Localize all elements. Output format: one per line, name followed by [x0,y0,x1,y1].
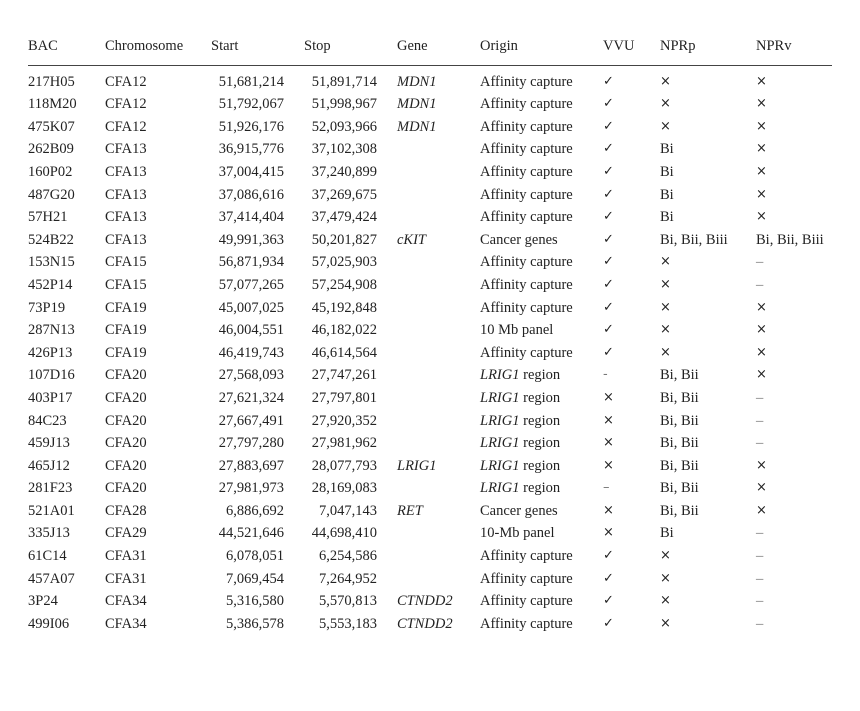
origin-text-part: Affinity capture [480,344,573,361]
cell-gene [397,251,480,274]
cell-chromosome: CFA20 [105,412,147,429]
cell-nprv: × [756,141,767,157]
header-chromosome: Chromosome [105,33,211,65]
cell-nprp: × [660,73,671,89]
cell-gene [397,522,480,545]
cell-chromosome: CFA12 [105,118,147,135]
cell-vvu: ✓ [603,209,614,225]
cell-vvu: ✓ [603,322,614,338]
cell-nprp: Bi, Bii [660,412,699,429]
cell-vvu: ✓ [603,73,614,89]
cell-nprv: × [756,457,767,473]
cell-nprp: × [660,344,671,360]
cell-origin [480,65,603,93]
cell-bac: 426P13 [28,344,73,361]
header-nprv: NPRv [756,33,832,65]
cell-gene: MDN1 [397,73,437,90]
cell-origin [480,251,603,274]
cell-chromosome: CFA15 [105,254,147,271]
cell-gene [397,364,480,387]
cell-nprv: × [756,480,767,496]
cell-nprp: × [660,548,671,564]
cell-nprv: Bi, Bii, Biii [756,231,824,248]
cell-nprv: – [756,593,764,610]
cell-gene [397,319,480,342]
cell-stop: 7,264,952 [319,570,377,587]
cell-stop: 37,102,308 [311,141,377,158]
cell-nprv: – [756,276,764,293]
cell-bac: 57H21 [28,209,68,226]
cell-gene [397,297,480,320]
origin-italic-part: LRIG1 [480,480,520,497]
cell-nprp: Bi [660,209,674,226]
cell-start: 37,414,404 [218,209,284,226]
cell-nprv: – [756,389,764,406]
table-row [28,297,832,320]
origin-italic-part: LRIG1 [480,389,520,406]
cell-nprp: Bi, Bii [660,480,699,497]
table-row [28,387,832,410]
cell-nprv: × [756,186,767,202]
cell-stop: 50,201,827 [311,231,377,248]
cell-chromosome: CFA20 [105,435,147,452]
origin-text-part: Affinity capture [480,548,573,565]
table-row [28,364,832,387]
cell-bac: 521A01 [28,502,75,519]
cell-nprp: × [660,593,671,609]
cell-nprp: Bi, Bii [660,457,699,474]
cell-start: 51,792,067 [218,96,284,113]
origin-text-part: Cancer genes [480,502,558,519]
cell-bac: 465J12 [28,457,70,474]
cell-origin [480,387,603,410]
cell-stop: 44,698,410 [311,525,377,542]
cell-origin [480,410,603,433]
cell-bac: 335J13 [28,525,70,542]
cell-bac: 84C23 [28,412,67,429]
origin-text-part: Affinity capture [480,593,573,610]
cell-chromosome: CFA34 [105,615,147,632]
table-row [28,432,832,455]
cell-chromosome: CFA31 [105,570,147,587]
cell-bac: 160P02 [28,163,73,180]
cell-origin [480,432,603,455]
cell-nprv: × [756,163,767,179]
header-stop: Stop [304,33,397,65]
cell-stop: 51,891,714 [311,73,377,90]
cell-gene [397,274,480,297]
cell-vvu: × [603,412,614,428]
origin-text-part: region [519,389,561,406]
cell-bac: 475K07 [28,118,75,135]
cell-gene [397,342,480,365]
header-vvu: VVU [603,33,660,65]
cell-start: 27,797,280 [218,435,284,452]
cell-origin [480,184,603,207]
cell-stop: 28,077,793 [311,457,377,474]
origin-text-part: Affinity capture [480,141,573,158]
cell-nprv: – [756,412,764,429]
cell-gene [397,410,480,433]
header-bac: BAC [28,33,105,65]
cell-nprv: × [756,502,767,518]
cell-origin [480,590,603,613]
cell-origin [480,161,603,184]
cell-nprp: × [660,254,671,270]
header-start: Start [211,33,304,65]
cell-nprv: – [756,548,764,565]
cell-start: 45,007,025 [218,299,284,316]
cell-bac: 153N15 [28,254,75,271]
cell-origin [480,274,603,297]
cell-nprp: Bi, Bii [660,502,699,519]
cell-bac: 457A07 [28,570,75,587]
cell-start: 37,086,616 [218,186,284,203]
cell-origin [480,545,603,568]
cell-gene [397,477,480,500]
cell-nprv: – [756,615,764,632]
origin-text-part: Affinity capture [480,299,573,316]
cell-stop: 28,169,083 [311,480,377,497]
cell-bac: 403P17 [28,389,73,406]
cell-chromosome: CFA12 [105,73,147,90]
cell-chromosome: CFA13 [105,163,147,180]
origin-text-part: Affinity capture [480,186,573,203]
cell-nprv: – [756,435,764,452]
table-header [28,33,832,65]
origin-text-part: Affinity capture [480,276,573,293]
cell-nprp: × [660,118,671,134]
cell-chromosome: CFA19 [105,322,147,339]
cell-nprv: × [756,96,767,112]
cell-nprp: × [660,96,671,112]
cell-chromosome: CFA20 [105,367,147,384]
cell-chromosome: CFA31 [105,548,147,565]
cell-bac: 287N13 [28,322,75,339]
cell-stop: 37,269,675 [311,186,377,203]
cell-vvu: × [603,525,614,541]
bac-table [28,33,832,635]
table-row [28,568,832,591]
cell-stop: 5,553,183 [319,615,377,632]
cell-nprp: Bi, Bii, Biii [660,231,728,248]
cell-chromosome: CFA19 [105,299,147,316]
cell-chromosome: CFA13 [105,209,147,226]
cell-nprp: Bi [660,141,674,158]
cell-bac: 61C14 [28,548,67,565]
cell-gene [397,568,480,591]
cell-chromosome: CFA20 [105,480,147,497]
cell-nprv: × [756,209,767,225]
cell-nprp: Bi, Bii [660,389,699,406]
origin-text-part: 10-Mb panel [480,525,555,542]
cell-start: 7,069,454 [226,570,284,587]
cell-nprp: Bi, Bii [660,367,699,384]
cell-origin [480,477,603,500]
origin-text-part: region [519,435,561,452]
cell-gene [397,432,480,455]
origin-italic-part: LRIG1 [480,457,520,474]
cell-nprv: × [756,118,767,134]
table-row [28,65,832,93]
origin-italic-part: LRIG1 [480,412,520,429]
cell-stop: 27,920,352 [311,412,377,429]
cell-nprp: Bi [660,163,674,180]
cell-chromosome: CFA29 [105,525,147,542]
cell-bac: 452P14 [28,276,73,293]
header-row [28,33,832,65]
cell-vvu: ✓ [603,276,614,292]
origin-text-part: Affinity capture [480,570,573,587]
cell-stop: 27,797,801 [311,389,377,406]
cell-vvu: ✓ [603,254,614,270]
cell-vvu: × [603,457,614,473]
cell-start: 51,926,176 [218,118,284,135]
cell-stop: 6,254,586 [319,548,377,565]
origin-text-part: 10 Mb panel [480,322,554,339]
header-origin: Origin [480,33,603,65]
cell-gene: MDN1 [397,118,437,135]
cell-origin [480,138,603,161]
cell-bac: 73P19 [28,299,66,316]
cell-vvu: × [603,435,614,451]
table-row [28,274,832,297]
origin-text-part: Affinity capture [480,118,573,135]
cell-nprp: × [660,322,671,338]
cell-origin [480,319,603,342]
cell-nprp: Bi [660,186,674,203]
cell-start: 27,667,491 [218,412,284,429]
cell-nprv: – [756,254,764,271]
origin-italic-part: LRIG1 [480,435,520,452]
header-gene: Gene [397,33,480,65]
cell-bac: 459J13 [28,435,70,452]
cell-start: 49,991,363 [218,231,284,248]
table-row [28,477,832,500]
origin-text-part: region [519,367,561,384]
cell-gene: RET [397,502,423,519]
cell-origin [480,93,603,116]
cell-origin [480,364,603,387]
origin-text-part: region [519,480,561,497]
cell-bac: 3P24 [28,593,58,610]
cell-nprv: × [756,367,767,383]
cell-start: 37,004,415 [218,163,284,180]
table-row [28,206,832,229]
origin-text-part: Affinity capture [480,163,573,180]
cell-stop: 37,479,424 [311,209,377,226]
cell-bac: 217H05 [28,73,75,90]
table-row [28,545,832,568]
cell-gene: CTNDD2 [397,615,453,632]
cell-origin [480,613,603,636]
cell-origin [480,455,603,478]
cell-stop: 57,254,908 [311,276,377,293]
cell-origin [480,116,603,139]
cell-gene: cKIT [397,231,426,248]
cell-gene [397,184,480,207]
cell-nprp: × [660,276,671,292]
cell-start: 27,621,324 [218,389,284,406]
cell-start: 56,871,934 [218,254,284,271]
cell-origin [480,568,603,591]
cell-vvu: ✓ [603,593,614,609]
cell-vvu: ✓ [603,548,614,564]
cell-nprp: × [660,299,671,315]
cell-start: 57,077,265 [218,276,284,293]
cell-bac: 107D16 [28,367,75,384]
cell-stop: 46,182,022 [311,322,377,339]
cell-origin [480,522,603,545]
cell-vvu: ✓ [603,570,614,586]
cell-start: 27,981,973 [218,480,284,497]
cell-gene: CTNDD2 [397,593,453,610]
cell-stop: 57,025,903 [311,254,377,271]
cell-vvu: × [603,389,614,405]
origin-text-part: Affinity capture [480,96,573,113]
cell-vvu: ✓ [603,118,614,134]
cell-stop: 51,998,967 [311,96,377,113]
cell-start: 5,316,580 [226,593,284,610]
cell-vvu: ✓ [603,141,614,157]
header-nprp: NPRp [660,33,756,65]
cell-nprv: × [756,73,767,89]
cell-vvu: – [603,480,610,496]
cell-nprp: Bi [660,525,674,542]
cell-gene [397,161,480,184]
cell-vvu: - [603,367,608,383]
cell-vvu: ✓ [603,344,614,360]
cell-start: 46,419,743 [218,344,284,361]
cell-vvu: × [603,502,614,518]
cell-gene [397,206,480,229]
table-row [28,455,832,478]
cell-bac: 499I06 [28,615,70,632]
cell-nprv: – [756,525,764,542]
cell-gene [397,545,480,568]
table-row [28,410,832,433]
table-row [28,229,832,252]
cell-nprp: Bi, Bii [660,435,699,452]
cell-start: 36,915,776 [218,141,284,158]
cell-origin [480,500,603,523]
cell-origin [480,342,603,365]
origin-text-part: Cancer genes [480,231,558,248]
cell-vvu: ✓ [603,231,614,247]
origin-text-part: Affinity capture [480,209,573,226]
cell-bac: 281F23 [28,480,73,497]
table-row [28,161,832,184]
table-row [28,116,832,139]
table-row [28,590,832,613]
cell-vvu: ✓ [603,186,614,202]
table-row [28,319,832,342]
cell-start: 27,568,093 [218,367,284,384]
origin-text-part: Affinity capture [480,73,573,90]
table-row [28,93,832,116]
cell-start: 44,521,646 [218,525,284,542]
cell-nprv: × [756,344,767,360]
cell-nprp: × [660,570,671,586]
cell-stop: 46,614,564 [311,344,377,361]
cell-stop: 45,192,848 [311,299,377,316]
cell-stop: 52,093,966 [311,118,377,135]
cell-bac: 118M20 [28,96,77,113]
cell-stop: 27,981,962 [311,435,377,452]
cell-chromosome: CFA20 [105,389,147,406]
cell-stop: 37,240,899 [311,163,377,180]
cell-origin [480,206,603,229]
cell-start: 46,004,551 [218,322,284,339]
cell-stop: 27,747,261 [311,367,377,384]
cell-chromosome: CFA15 [105,276,147,293]
cell-chromosome: CFA13 [105,186,147,203]
cell-vvu: ✓ [603,299,614,315]
cell-vvu: ✓ [603,615,614,631]
cell-chromosome: CFA19 [105,344,147,361]
origin-text-part: Affinity capture [480,615,573,632]
cell-gene [397,387,480,410]
table-row [28,500,832,523]
cell-stop: 5,570,813 [319,593,377,610]
cell-chromosome: CFA20 [105,457,147,474]
table-row [28,251,832,274]
cell-chromosome: CFA34 [105,593,147,610]
cell-start: 6,886,692 [226,502,284,519]
cell-bac: 487G20 [28,186,75,203]
cell-nprp: × [660,615,671,631]
cell-bac: 524B22 [28,231,74,248]
origin-italic-part: LRIG1 [480,367,520,384]
table-body [28,65,832,635]
cell-chromosome: CFA13 [105,141,147,158]
cell-origin [480,229,603,252]
cell-start: 27,883,697 [218,457,284,474]
cell-bac: 262B09 [28,141,74,158]
cell-nprv: – [756,570,764,587]
cell-start: 5,386,578 [226,615,284,632]
cell-chromosome: CFA12 [105,96,147,113]
table-row [28,138,832,161]
cell-chromosome: CFA13 [105,231,147,248]
cell-nprv: × [756,322,767,338]
cell-gene: MDN1 [397,96,437,113]
cell-vvu: ✓ [603,163,614,179]
cell-nprv: × [756,299,767,315]
cell-vvu: ✓ [603,96,614,112]
table-row [28,184,832,207]
table-row [28,522,832,545]
cell-origin [480,297,603,320]
cell-start: 6,078,051 [226,548,284,565]
table-row [28,342,832,365]
origin-text-part: Affinity capture [480,254,573,271]
cell-gene [397,138,480,161]
origin-text-part: region [519,412,561,429]
cell-stop: 7,047,143 [319,502,377,519]
cell-start: 51,681,214 [218,73,284,90]
table-row [28,613,832,636]
cell-chromosome: CFA28 [105,502,147,519]
cell-gene: LRIG1 [397,457,437,474]
origin-text-part: region [519,457,561,474]
